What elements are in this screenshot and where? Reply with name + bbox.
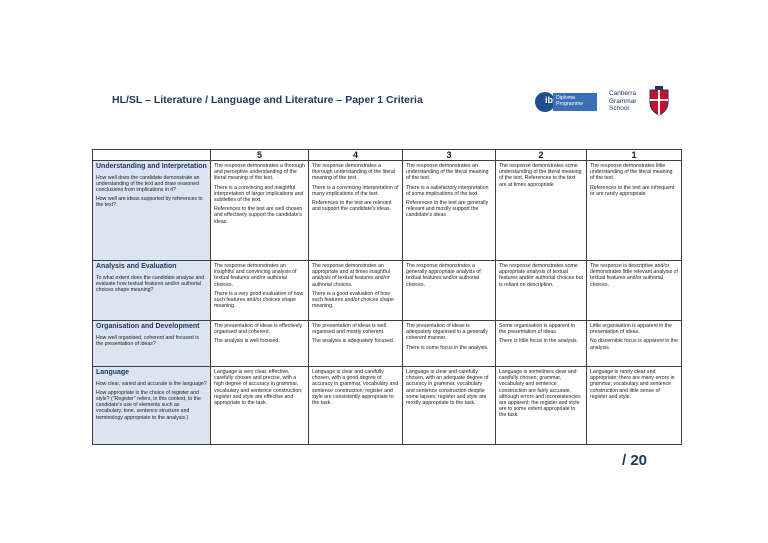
score-header: 2 <box>496 150 587 161</box>
score-header: 4 <box>309 150 403 161</box>
descriptor-text: Language is rarely clear and appropriate; there are many errors in grammar, vocabulary and sentence construction and little sense of register and style. <box>590 369 675 400</box>
criterion-cell <box>93 261 211 321</box>
descriptor-cell <box>587 161 682 261</box>
header-blank <box>93 150 211 161</box>
descriptor-text: The response demonstrates a thorough and perceptive understanding of the literal meaning of the text. <box>214 163 305 182</box>
criterion-row <box>93 367 682 445</box>
descriptor-text: Some organisation is apparent in the presentation of ideas. <box>499 323 575 336</box>
descriptor-text: Little organisation is apparent in the presentation of ideas. <box>590 323 672 336</box>
descriptor-cell <box>211 161 309 261</box>
descriptor-text: The response is descriptive and/or demonstrates little relevant analysis of textual features and/or authorial choices. <box>590 263 678 288</box>
descriptor-text: References to the text are relevant and support the candidate's ideas. <box>312 200 392 213</box>
descriptor-text: The response demonstrates some appropriate analysis of textual features and/or authorial choices but is reliant on description. <box>499 263 583 288</box>
criterion-name: Analysis and Evaluation <box>96 263 177 270</box>
criterion-cell <box>93 161 211 261</box>
criterion-cell <box>93 367 211 445</box>
descriptor-cell <box>309 161 403 261</box>
criterion-row <box>93 161 682 261</box>
descriptor-cell <box>211 321 309 367</box>
descriptor-text: The presentation of ideas is adequately organised in a generally coherent manner. <box>406 323 488 342</box>
school-name-line: School <box>609 105 629 112</box>
criterion-question: How well does the candidate demonstrate an understanding of the text and draw reasoned conclusions from implications in it? <box>96 174 200 193</box>
descriptor-text: The presentation of ideas is well organised and mostly coherent. <box>312 323 387 336</box>
criterion-question: To what extent does the candidate analyse and evaluate how textual features and/or authorial choices shape meaning? <box>96 274 205 293</box>
school-name-line: Canberra <box>609 90 637 97</box>
criterion-row <box>93 321 682 367</box>
score-header: 5 <box>211 150 309 161</box>
criterion-name: Language <box>96 369 130 376</box>
school-name <box>609 90 636 113</box>
descriptor-cell <box>309 367 403 445</box>
descriptor-cell <box>403 261 496 321</box>
descriptor-cell <box>496 261 587 321</box>
criterion-question: How appropriate is the choice of register and style? ("Register" refers, in this context, to the candidate's use of elements such as vocabulary, tone, sentence structure and terminology appropriate to the analysis.) <box>96 389 201 421</box>
descriptor-text: The analysis is well focused. <box>214 338 280 345</box>
descriptor-cell <box>309 261 403 321</box>
header-row <box>93 150 682 161</box>
descriptor-text: There is some focus in the analysis. <box>406 344 489 351</box>
descriptor-text: The response demonstrates little understanding of the literal meaning of the text. <box>590 163 673 182</box>
descriptor-text: There is little focus in the analysis. <box>499 338 579 345</box>
descriptor-cell <box>496 321 587 367</box>
descriptor-cell <box>403 161 496 261</box>
ib-logo-mark: ib <box>545 95 553 105</box>
descriptor-cell <box>496 367 587 445</box>
descriptor-cell <box>587 321 682 367</box>
criterion-question: How well organised, coherent and focused is the presentation of ideas? <box>96 334 199 347</box>
descriptor-text: There is a satisfactory interpretation of some implications of the text. <box>406 184 489 197</box>
descriptor-text: Language is very clear, effective, carefully chosen and precise, with a high degree of accuracy in grammar, vocabulary and sentence construction; register and style are effective and appropriate to the task. <box>214 369 303 407</box>
descriptor-text: The response demonstrates a generally appropriate analysis of textual features and/or authorial choices. <box>406 263 481 288</box>
descriptor-cell <box>309 321 403 367</box>
descriptor-text: The response demonstrates an understanding of the literal meaning of the text. <box>406 163 489 182</box>
score-header: 1 <box>587 150 682 161</box>
descriptor-text: Language is clear and carefully chosen, with an adequate degree of accuracy in grammar, vocabulary and sentence construction despite some lapses; register and style are mostly appropriate to the task. <box>406 369 489 407</box>
descriptor-text: The response demonstrates an insightful and convincing analysis of textual features and/or authorial choices. <box>214 263 297 288</box>
descriptor-text: There is a convincing and insightful interpretation of larger implications and subtleties of the text. <box>214 184 304 204</box>
descriptor-text: There is a very good evaluation of how such features and/or choices shape meaning. <box>214 290 304 310</box>
criterion-name: Organisation and Development <box>96 323 200 330</box>
descriptor-text: The analysis is adequately focused. <box>312 338 395 345</box>
criterion-name: Understanding and Interpretation <box>96 163 207 170</box>
descriptor-cell <box>587 367 682 445</box>
descriptor-text: Language is sometimes clear and carefully chosen; grammar, vocabulary and sentence construction are fairly accurate, although errors and inconsistencies are apparent; the register and style are to some extent appropriate to the task. <box>499 369 581 419</box>
descriptor-text: The response demonstrates an appropriate and at times insightful analysis of textual features and/or authorial choices. <box>312 263 390 288</box>
descriptor-text: The response demonstrates some understanding of the literal meaning of the text. References to the text are at times appropriate <box>499 163 582 188</box>
descriptor-text: The response demonstrates a thorough understanding of the literal meaning of the text. <box>312 163 396 182</box>
page-title: HL/SL – Literature / Language and Literature – Paper 1 Criteria <box>112 94 423 106</box>
criterion-question: How clear, varied and accurate is the language? <box>96 380 207 387</box>
descriptor-text: There is a convincing interpretation of many implications of the text. <box>312 184 399 197</box>
descriptor-text: References to the text are infrequent or are rarely appropriate <box>590 184 675 197</box>
total-score: / 20 <box>622 452 648 469</box>
ib-program-label: Diploma Programme <box>553 93 597 111</box>
criterion-row <box>93 261 682 321</box>
school-crest-icon <box>647 86 671 116</box>
criterion-cell <box>93 321 211 367</box>
logos <box>535 86 673 118</box>
school-name-line: Grammar <box>609 97 637 105</box>
descriptor-text: No discernible focus is apparent in the analysis. <box>590 338 678 351</box>
criterion-question: How well are ideas supported by references to the text? <box>96 196 203 209</box>
criteria-body <box>93 161 682 445</box>
descriptor-text: There is a good evaluation of how such features and/or choices shape meaning. <box>312 290 394 310</box>
descriptor-cell <box>587 261 682 321</box>
descriptor-cell <box>403 321 496 367</box>
descriptor-text: Language is clear and carefully chosen, with a good degree of accuracy in grammar, vocabulary and sentence construction; register and style are consistently appropriate to the task. <box>312 369 399 407</box>
descriptor-cell <box>211 367 309 445</box>
score-header: 3 <box>403 150 496 161</box>
descriptor-cell <box>403 367 496 445</box>
descriptor-cell <box>496 161 587 261</box>
descriptor-text: References to the text are well chosen and effectively support the candidate's ideas. <box>214 206 303 225</box>
criteria-table <box>92 149 682 445</box>
descriptor-text: References to the text are generally relevant and mostly support the candidate's ideas <box>406 200 489 219</box>
descriptor-text: The presentation of ideas is effectively organised and coherent. <box>214 323 303 336</box>
descriptor-cell <box>211 261 309 321</box>
